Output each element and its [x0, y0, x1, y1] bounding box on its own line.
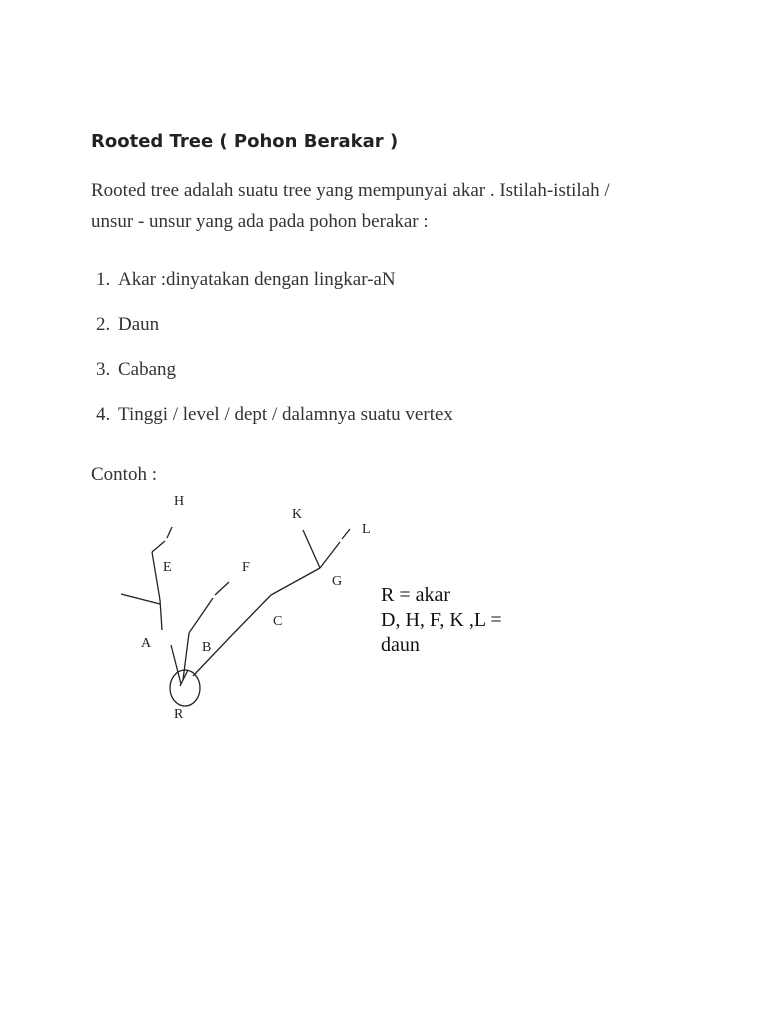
edge-h-tip [167, 527, 172, 538]
legend-line-2: D, H, F, K ,L = [381, 609, 502, 631]
edge-e-left [121, 594, 160, 604]
edge-f-tip [215, 582, 229, 595]
list-text: Akar :dinyatakan dengan lingkar-aN [118, 269, 396, 290]
node-label-k: K [292, 507, 303, 522]
diagram-legend [381, 583, 502, 658]
node-label-h: H [174, 494, 185, 509]
edge-e-up [152, 552, 160, 600]
node-label-r: R [174, 707, 184, 722]
edge-r-c [193, 635, 232, 676]
edge-e-h [152, 541, 165, 552]
edge-b-f [189, 598, 213, 633]
edge-c-mid [232, 595, 271, 635]
node-label-c: C [273, 614, 283, 629]
edge-g-k [303, 530, 320, 568]
list-number: 2. [96, 314, 111, 335]
node-label-e: E [163, 560, 172, 575]
list-number: 1. [96, 269, 111, 290]
intro-line-2: unsur - unsur yang ada pada pohon berakar : [91, 211, 429, 232]
edge-a-e [160, 600, 162, 630]
list-text: Tinggi / level / dept / dalamnya suatu vertex [118, 404, 453, 425]
node-label-l: L [362, 522, 371, 537]
list-text: Cabang [118, 359, 177, 380]
edge-c-g [271, 568, 320, 595]
legend-line-3: daun [381, 634, 420, 656]
edge-l-tip [342, 529, 350, 539]
legend-line-1: R = akar [381, 584, 451, 606]
list-number: 3. [96, 359, 111, 380]
node-label-b: B [202, 640, 212, 655]
intro-line-1: Rooted tree adalah suatu tree yang mempunyai akar . Istilah-istilah / [91, 180, 610, 201]
example-label: Contoh : [91, 464, 157, 485]
node-label-a: A [141, 636, 152, 651]
node-label-f: F [242, 560, 250, 575]
list-number: 4. [96, 404, 111, 425]
node-label-g: G [332, 574, 343, 589]
edge-g-l [320, 542, 340, 568]
page-title: Rooted Tree ( Pohon Berakar ) [91, 131, 399, 152]
list-text: Daun [118, 314, 160, 335]
